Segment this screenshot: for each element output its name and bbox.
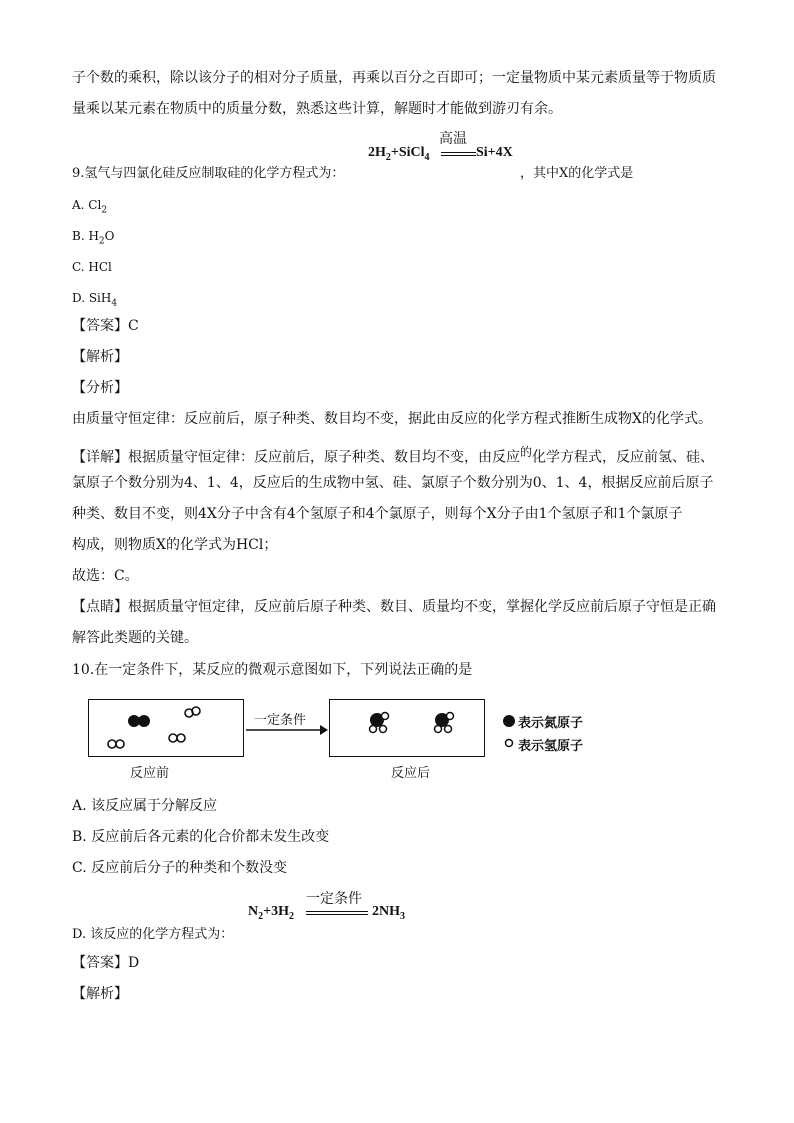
q10-equation-rhs: $2NH_3$ bbox=[372, 904, 405, 922]
q9-option-c: C. HCl bbox=[72, 260, 112, 274]
reaction-condition-label: 一定条件 bbox=[254, 713, 307, 728]
intro-line-1: 子个数的乘积，除以该分子的相对分子质量，再乘以百分之百即可；一定量物质中某元素质量等于物质质 bbox=[72, 70, 716, 86]
q9-stem-end: ，其中X的化学式是 bbox=[520, 166, 634, 181]
q9-equation-equals-sign bbox=[441, 152, 476, 156]
q10-equation-equals-sign bbox=[306, 911, 368, 915]
q10-option-b: B. 反应前后各元素的化合价都未发生改变 bbox=[72, 829, 330, 845]
q10-option-a: A. 该反应属于分解反应 bbox=[72, 798, 218, 814]
reaction-arrow-icon bbox=[246, 724, 328, 736]
after-reaction-label: 反应后 bbox=[391, 766, 431, 781]
before-molecules bbox=[89, 700, 242, 755]
q9-analysis-subheading: 【分析】 bbox=[72, 380, 128, 396]
after-reaction-box bbox=[329, 699, 485, 757]
q9-option-d: D. SiH$_4$ bbox=[72, 291, 118, 309]
ammonia-molecule bbox=[370, 713, 389, 733]
intro-line-2: 量乘以某元素在物质中的质量分数，熟悉这些计算，解题时才能做到游刃有余。 bbox=[72, 101, 562, 117]
q9-equation-lhs: $2H_2+SiCl_4$ bbox=[368, 145, 430, 163]
q10-equation-condition: 一定条件 bbox=[306, 891, 362, 907]
q10-answer: 【答案】D bbox=[72, 955, 140, 971]
q10-stem: 10.在一定条件下，某反应的微观示意图如下，下列说法正确的是 bbox=[72, 662, 473, 678]
q10-analysis-heading: 【解析】 bbox=[72, 986, 128, 1002]
nitrogen-molecule bbox=[128, 715, 150, 727]
q9-analysis-text: 由质量守恒定律：反应前后，原子种类、数目均不变，据此由反应的化学方程式推断生成物X的化学式。 bbox=[72, 411, 712, 427]
hydrogen-molecule bbox=[185, 707, 200, 717]
q9-comment-line-1: 【点睛】根据质量守恒定律，反应前后原子种类、数目、质量均不变，掌握化学反应前后原子守恒是正确 bbox=[72, 599, 716, 615]
hydrogen-molecule bbox=[108, 740, 124, 748]
q9-answer: 【答案】C bbox=[72, 318, 139, 334]
legend-nitrogen: 表示氮原子 bbox=[518, 716, 584, 731]
before-reaction-label: 反应前 bbox=[130, 766, 170, 781]
legend-hydrogen: 表示氢原子 bbox=[518, 739, 584, 754]
q9-option-a: A. $Cl_2$ bbox=[72, 198, 108, 216]
q10-option-c: C. 反应前后分子的种类和个数没变 bbox=[72, 860, 288, 876]
q9-option-b: B. $H_2O$ bbox=[72, 229, 115, 247]
q9-analysis-heading: 【解析】 bbox=[72, 349, 128, 365]
q9-equation-rhs: Si+4X bbox=[476, 145, 513, 160]
hydrogen-molecule bbox=[169, 734, 185, 742]
q9-detail-line-2: 氯原子个数分别为4、1、4，反应后的生成物中氢、硅、氯原子个数分别为0、1、4，根据反应前后原子 bbox=[72, 475, 714, 491]
q9-stem-start: 9.氢气与四氯化硅反应制取硅的化学方程式为： bbox=[72, 166, 345, 181]
q9-detail-line-3: 种类、数目不变，则4X分子中含有4个氢原子和4个氯原子，则每个X分子由1个氢原子和1个氯原子 bbox=[72, 506, 683, 522]
q9-choice: 故选：C。 bbox=[72, 568, 139, 584]
nitrogen-atom-icon bbox=[502, 714, 516, 728]
q9-detail-line-4: 构成，则物质X的化学式为HCl； bbox=[72, 537, 278, 553]
q9-equation-condition: 高温 bbox=[439, 131, 467, 147]
after-molecules bbox=[330, 700, 483, 755]
hydrogen-atom-icon bbox=[504, 738, 514, 748]
q9-detail-line-1: 【详解】根据质量守恒定律：反应前后，原子种类、数目均不变，由反应$^的$化学方程式，反应前氢、硅、 bbox=[72, 445, 715, 466]
q9-comment-line-2: 解答此类题的关键。 bbox=[72, 630, 198, 646]
q10-equation-lhs: $N_2+3H_2$ bbox=[248, 904, 294, 922]
before-reaction-box bbox=[88, 699, 244, 757]
ammonia-molecule bbox=[435, 713, 454, 733]
q10-option-d: D. 该反应的化学方程式为： bbox=[72, 927, 234, 942]
